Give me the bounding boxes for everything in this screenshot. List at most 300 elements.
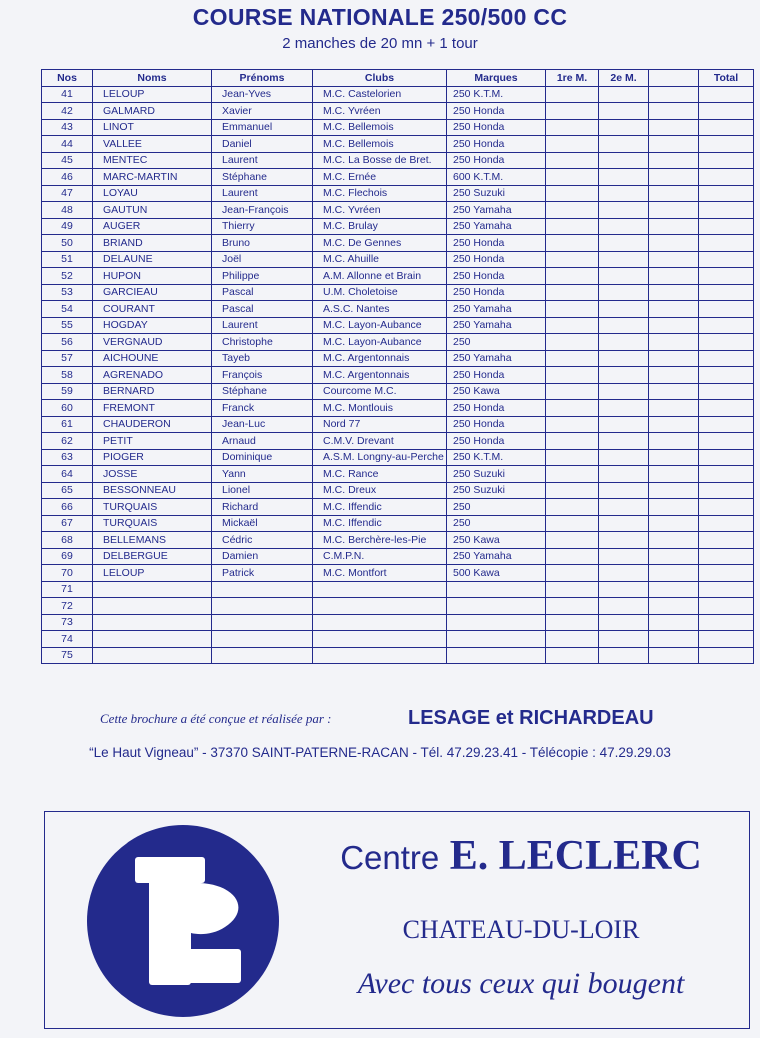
cell-total [699, 614, 754, 631]
cell-num: 63 [42, 449, 93, 466]
cell-blank [649, 350, 699, 367]
cell-mark: 250 Yamaha [447, 301, 546, 318]
table-row [42, 301, 754, 318]
cell-num: 51 [42, 251, 93, 268]
cell-firstname: Stéphane [212, 169, 313, 186]
cell-name: CHAUDERON [93, 416, 212, 433]
ad-city: CHATEAU-DU-LOIR [402, 915, 640, 944]
cell-club: M.C. Flechois [313, 185, 447, 202]
cell-name: BESSONNEAU [93, 482, 212, 499]
cell-name: GARCIEAU [93, 284, 212, 301]
table-row [42, 581, 754, 598]
cell-name: GALMARD [93, 103, 212, 120]
cell-m2 [599, 301, 649, 318]
cell-total [699, 86, 754, 103]
cell-club: M.C. Layon-Aubance [313, 334, 447, 351]
cell-firstname: Laurent [212, 152, 313, 169]
cell-mark: 250 Yamaha [447, 202, 546, 219]
cell-m2 [599, 136, 649, 153]
cell-blank [649, 169, 699, 186]
cell-blank [649, 466, 699, 483]
col-header-prenoms: Prénoms [212, 70, 313, 87]
table-row [42, 268, 754, 285]
cell-m2 [599, 482, 649, 499]
cell-blank [649, 367, 699, 384]
cell-mark: 250 Honda [447, 136, 546, 153]
cell-num: 66 [42, 499, 93, 516]
ad-brand [301, 832, 741, 880]
cell-m1 [546, 301, 599, 318]
cell-total [699, 416, 754, 433]
cell-total [699, 515, 754, 532]
cell-m1 [546, 647, 599, 664]
credit-lead: Cette brochure a été conçue et réalisée par : [100, 711, 332, 726]
table-row [42, 416, 754, 433]
cell-m1 [546, 86, 599, 103]
cell-m2 [599, 598, 649, 615]
cell-blank [649, 482, 699, 499]
cell-num: 64 [42, 466, 93, 483]
cell-num: 49 [42, 218, 93, 235]
col-header-clubs: Clubs [313, 70, 447, 87]
cell-mark: 250 Honda [447, 251, 546, 268]
cell-total [699, 103, 754, 120]
cell-m1 [546, 499, 599, 516]
cell-club: M.C. Iffendic [313, 515, 447, 532]
cell-mark: 250 Honda [447, 367, 546, 384]
col-header-marques: Marques [447, 70, 546, 87]
cell-blank [649, 185, 699, 202]
cell-m2 [599, 367, 649, 384]
cell-num: 75 [42, 647, 93, 664]
cell-name: BRIAND [93, 235, 212, 252]
table-row [42, 251, 754, 268]
cell-club: M.C. Iffendic [313, 499, 447, 516]
table-row [42, 433, 754, 450]
table-row [42, 598, 754, 615]
cell-num: 54 [42, 301, 93, 318]
cell-firstname: Xavier [212, 103, 313, 120]
cell-club: Nord 77 [313, 416, 447, 433]
cell-firstname: Jean-Luc [212, 416, 313, 433]
cell-num: 65 [42, 482, 93, 499]
cell-m1 [546, 416, 599, 433]
cell-m2 [599, 169, 649, 186]
cell-name: LELOUP [93, 86, 212, 103]
cell-blank [649, 565, 699, 582]
cell-firstname: Mickaël [212, 515, 313, 532]
cell-club: C.M.V. Drevant [313, 433, 447, 450]
cell-m1 [546, 515, 599, 532]
logo-letter-foot [149, 949, 241, 983]
cell-firstname: François [212, 367, 313, 384]
credit-company: LESAGE et RICHARDEAU [408, 707, 654, 729]
cell-mark: 250 Honda [447, 103, 546, 120]
cell-num: 68 [42, 532, 93, 549]
cell-m2 [599, 581, 649, 598]
cell-m1 [546, 350, 599, 367]
cell-m1 [546, 367, 599, 384]
cell-m1 [546, 119, 599, 136]
cell-num: 73 [42, 614, 93, 631]
page-title: COURSE NATIONALE 250/500 CC [192, 4, 568, 30]
cell-blank [649, 416, 699, 433]
cell-m1 [546, 317, 599, 334]
cell-firstname [212, 631, 313, 648]
cell-name: DELAUNE [93, 251, 212, 268]
cell-club: C.M.P.N. [313, 548, 447, 565]
cell-m2 [599, 433, 649, 450]
cell-name: FREMONT [93, 400, 212, 417]
cell-mark: 250 Honda [447, 235, 546, 252]
cell-m2 [599, 614, 649, 631]
table-row [42, 218, 754, 235]
table-row [42, 152, 754, 169]
cell-m2 [599, 400, 649, 417]
cell-m1 [546, 614, 599, 631]
cell-mark: 250 [447, 499, 546, 516]
cell-m2 [599, 449, 649, 466]
cell-name: AGRENADO [93, 367, 212, 384]
cell-blank [649, 152, 699, 169]
table-row [42, 103, 754, 120]
cell-m1 [546, 202, 599, 219]
cell-name: LOYAU [93, 185, 212, 202]
cell-firstname: Pascal [212, 301, 313, 318]
cell-club: M.C. Montfort [313, 565, 447, 582]
cell-num: 50 [42, 235, 93, 252]
cell-blank [649, 301, 699, 318]
cell-club [313, 631, 447, 648]
cell-m1 [546, 383, 599, 400]
cell-firstname: Jean-Yves [212, 86, 313, 103]
table-row [42, 449, 754, 466]
cell-name: BELLEMANS [93, 532, 212, 549]
cell-blank [649, 202, 699, 219]
cell-num: 56 [42, 334, 93, 351]
cell-m2 [599, 532, 649, 549]
cell-name: DELBERGUE [93, 548, 212, 565]
cell-name: GAUTUN [93, 202, 212, 219]
cell-club: A.S.M. Longny-au-Perche [313, 449, 447, 466]
ad-brand-name: E. LECLERC [449, 833, 702, 879]
cell-firstname [212, 647, 313, 664]
cell-total [699, 202, 754, 219]
cell-m2 [599, 152, 649, 169]
cell-name: TURQUAIS [93, 499, 212, 516]
cell-mark: 250 Yamaha [447, 548, 546, 565]
cell-num: 67 [42, 515, 93, 532]
cell-firstname: Dominique [212, 449, 313, 466]
cell-mark: 250 Honda [447, 284, 546, 301]
cell-club: Courcome M.C. [313, 383, 447, 400]
cell-mark: 250 Honda [447, 119, 546, 136]
cell-name: TURQUAIS [93, 515, 212, 532]
cell-total [699, 400, 754, 417]
cell-blank [649, 119, 699, 136]
cell-m2 [599, 548, 649, 565]
cell-club: M.C. Castelorien [313, 86, 447, 103]
cell-blank [649, 218, 699, 235]
cell-num: 47 [42, 185, 93, 202]
cell-mark: 500 Kawa [447, 565, 546, 582]
cell-club: M.C. Yvréen [313, 103, 447, 120]
cell-name: COURANT [93, 301, 212, 318]
cell-m1 [546, 334, 599, 351]
cell-club: M.C. Argentonnais [313, 367, 447, 384]
cell-mark: 250 [447, 334, 546, 351]
cell-total [699, 581, 754, 598]
cell-name: PETIT [93, 433, 212, 450]
cell-name [93, 631, 212, 648]
cell-m1 [546, 284, 599, 301]
cell-name: JOSSE [93, 466, 212, 483]
cell-m2 [599, 499, 649, 516]
cell-num: 71 [42, 581, 93, 598]
cell-total [699, 284, 754, 301]
cell-mark: 250 Yamaha [447, 218, 546, 235]
table-row [42, 383, 754, 400]
page-subtitle: 2 manches de 20 mn + 1 tour [282, 35, 478, 52]
cell-mark: 250 Honda [447, 268, 546, 285]
cell-name: MARC-MARTIN [93, 169, 212, 186]
table-row [42, 499, 754, 516]
cell-m1 [546, 532, 599, 549]
cell-total [699, 235, 754, 252]
table-row [42, 235, 754, 252]
cell-num: 43 [42, 119, 93, 136]
cell-mark: 250 Honda [447, 433, 546, 450]
cell-name [93, 581, 212, 598]
cell-blank [649, 581, 699, 598]
cell-m1 [546, 218, 599, 235]
cell-club: M.C. Dreux [313, 482, 447, 499]
table-row [42, 119, 754, 136]
cell-m2 [599, 284, 649, 301]
table-row [42, 136, 754, 153]
cell-m2 [599, 334, 649, 351]
cell-club: M.C. Layon-Aubance [313, 317, 447, 334]
cell-num: 69 [42, 548, 93, 565]
cell-firstname: Philippe [212, 268, 313, 285]
table-row [42, 532, 754, 549]
table-row [42, 334, 754, 351]
cell-m1 [546, 548, 599, 565]
cell-mark: 250 Kawa [447, 532, 546, 549]
cell-m2 [599, 631, 649, 648]
cell-name: BERNARD [93, 383, 212, 400]
cell-club [313, 598, 447, 615]
cell-total [699, 532, 754, 549]
cell-name [93, 614, 212, 631]
cell-total [699, 119, 754, 136]
table-row [42, 202, 754, 219]
cell-num: 57 [42, 350, 93, 367]
cell-total [699, 466, 754, 483]
cell-mark [447, 598, 546, 615]
cell-mark: 250 Suzuki [447, 185, 546, 202]
table-row [42, 548, 754, 565]
cell-num: 58 [42, 367, 93, 384]
cell-m1 [546, 169, 599, 186]
cell-blank [649, 383, 699, 400]
cell-club: M.C. Berchère-les-Pie [313, 532, 447, 549]
cell-firstname [212, 614, 313, 631]
cell-m1 [546, 466, 599, 483]
cell-num: 52 [42, 268, 93, 285]
col-header-total: Total [699, 70, 754, 87]
cell-club [313, 647, 447, 664]
cell-total [699, 350, 754, 367]
cell-firstname: Emmanuel [212, 119, 313, 136]
cell-blank [649, 433, 699, 450]
cell-num: 61 [42, 416, 93, 433]
cell-blank [649, 548, 699, 565]
cell-club [313, 614, 447, 631]
cell-num: 53 [42, 284, 93, 301]
cell-mark: 250 Kawa [447, 383, 546, 400]
cell-num: 44 [42, 136, 93, 153]
cell-firstname: Stéphane [212, 383, 313, 400]
table-row [42, 350, 754, 367]
cell-mark [447, 614, 546, 631]
cell-firstname: Laurent [212, 317, 313, 334]
cell-m2 [599, 202, 649, 219]
entries-table [41, 69, 754, 664]
cell-club: M.C. Bellemois [313, 136, 447, 153]
cell-firstname: Richard [212, 499, 313, 516]
cell-num: 74 [42, 631, 93, 648]
cell-club: A.S.C. Nantes [313, 301, 447, 318]
cell-mark: 250 Honda [447, 400, 546, 417]
cell-blank [649, 86, 699, 103]
cell-firstname: Tayeb [212, 350, 313, 367]
cell-m2 [599, 86, 649, 103]
company-address: “Le Haut Vigneau” - 37370 SAINT-PATERNE-RACAN - Tél. 47.29.23.41 - Télécopie : 47.29.29.03 [89, 745, 671, 760]
cell-name: PIOGER [93, 449, 212, 466]
cell-name: AICHOUNE [93, 350, 212, 367]
cell-total [699, 631, 754, 648]
cell-firstname: Thierry [212, 218, 313, 235]
table-row [42, 367, 754, 384]
cell-num: 72 [42, 598, 93, 615]
cell-total [699, 499, 754, 516]
cell-num: 46 [42, 169, 93, 186]
cell-blank [649, 499, 699, 516]
cell-club: A.M. Allonne et Brain [313, 268, 447, 285]
cell-m2 [599, 119, 649, 136]
cell-m2 [599, 383, 649, 400]
cell-m1 [546, 268, 599, 285]
cell-num: 62 [42, 433, 93, 450]
cell-m1 [546, 185, 599, 202]
cell-m2 [599, 317, 649, 334]
ad-slogan: Avec tous ceux qui bougent [357, 967, 685, 1000]
cell-m2 [599, 185, 649, 202]
cell-total [699, 548, 754, 565]
cell-total [699, 367, 754, 384]
cell-blank [649, 400, 699, 417]
cell-firstname: Christophe [212, 334, 313, 351]
cell-total [699, 301, 754, 318]
cell-blank [649, 317, 699, 334]
cell-total [699, 647, 754, 664]
table-row [42, 400, 754, 417]
table-row [42, 466, 754, 483]
cell-firstname: Lionel [212, 482, 313, 499]
cell-mark [447, 631, 546, 648]
cell-club: M.C. La Bosse de Bret. [313, 152, 447, 169]
cell-firstname: Pascal [212, 284, 313, 301]
table-row [42, 482, 754, 499]
cell-mark: 250 K.T.M. [447, 86, 546, 103]
cell-total [699, 218, 754, 235]
cell-total [699, 136, 754, 153]
cell-mark [447, 581, 546, 598]
cell-total [699, 251, 754, 268]
cell-mark: 250 K.T.M. [447, 449, 546, 466]
cell-club: M.C. Bellemois [313, 119, 447, 136]
table-row [42, 86, 754, 103]
cell-club: M.C. Brulay [313, 218, 447, 235]
cell-firstname [212, 581, 313, 598]
cell-club: M.C. Ernée [313, 169, 447, 186]
cell-total [699, 152, 754, 169]
cell-m1 [546, 251, 599, 268]
cell-num: 42 [42, 103, 93, 120]
cell-mark: 250 Suzuki [447, 466, 546, 483]
cell-total [699, 449, 754, 466]
cell-club: M.C. Montlouis [313, 400, 447, 417]
cell-name: LELOUP [93, 565, 212, 582]
cell-firstname: Jean-François [212, 202, 313, 219]
cell-firstname: Joël [212, 251, 313, 268]
cell-m1 [546, 103, 599, 120]
cell-m1 [546, 152, 599, 169]
cell-m2 [599, 251, 649, 268]
cell-m1 [546, 136, 599, 153]
cell-name: VALLEE [93, 136, 212, 153]
cell-total [699, 383, 754, 400]
cell-mark [447, 647, 546, 664]
cell-m2 [599, 565, 649, 582]
cell-mark: 250 Honda [447, 152, 546, 169]
cell-total [699, 433, 754, 450]
table-row [42, 614, 754, 631]
cell-name: LINOT [93, 119, 212, 136]
cell-mark: 250 Honda [447, 416, 546, 433]
cell-club: M.C. Argentonnais [313, 350, 447, 367]
cell-name [93, 598, 212, 615]
cell-firstname: Damien [212, 548, 313, 565]
cell-m2 [599, 218, 649, 235]
cell-m2 [599, 466, 649, 483]
leclerc-logo [85, 823, 281, 1019]
cell-m2 [599, 235, 649, 252]
col-header-blank [649, 70, 699, 87]
cell-blank [649, 614, 699, 631]
col-header-noms: Noms [93, 70, 212, 87]
cell-firstname: Cédric [212, 532, 313, 549]
cell-firstname: Arnaud [212, 433, 313, 450]
ad-centre-label: Centre [340, 839, 440, 876]
cell-firstname: Laurent [212, 185, 313, 202]
cell-firstname: Daniel [212, 136, 313, 153]
cell-m1 [546, 400, 599, 417]
cell-total [699, 565, 754, 582]
cell-blank [649, 235, 699, 252]
table-row [42, 515, 754, 532]
